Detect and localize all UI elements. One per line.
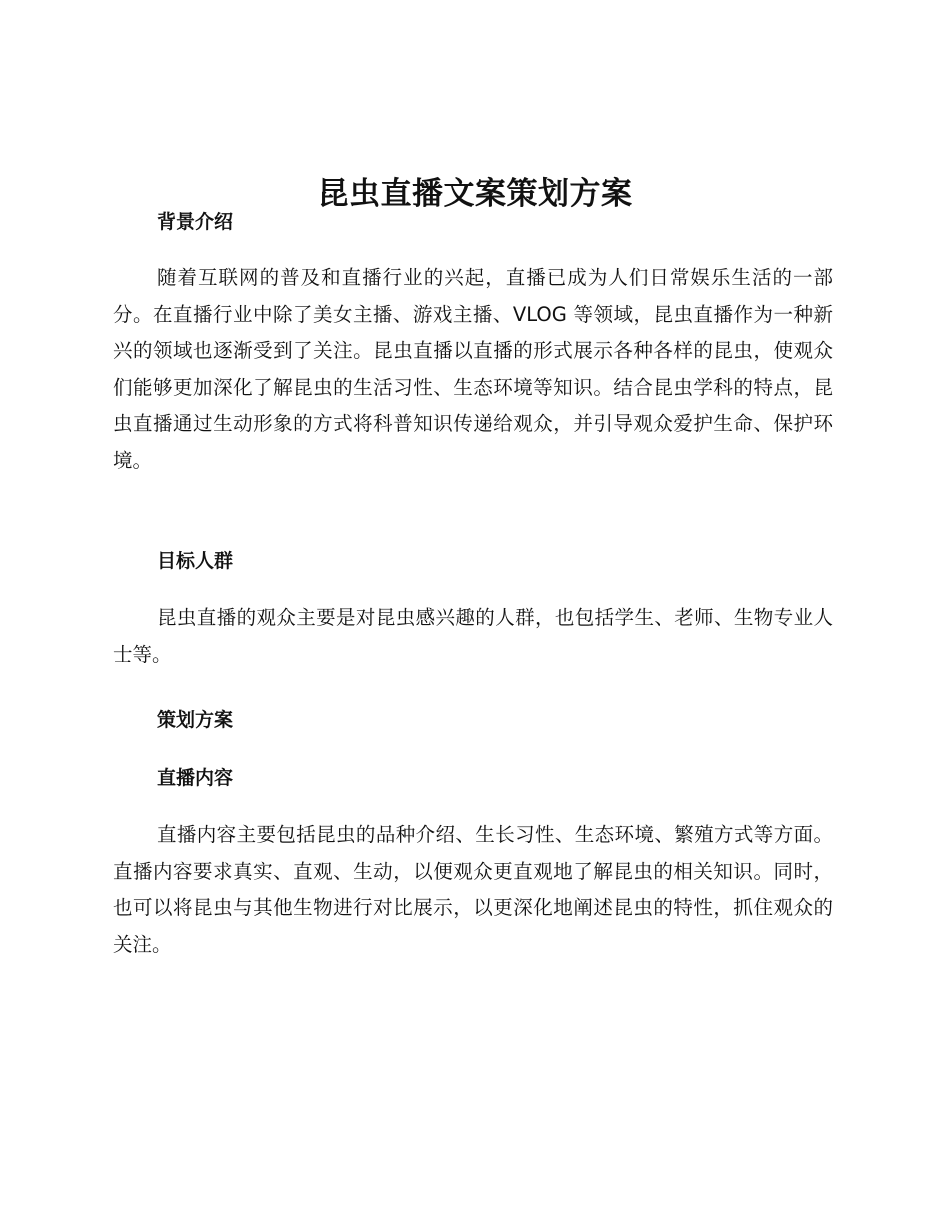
section-heading-live-content: 直播内容 xyxy=(157,767,234,789)
section-heading-target-audience: 目标人群 xyxy=(157,550,234,572)
section-paragraph-target-audience: 昆虫直播的观众主要是对昆虫感兴趣的人群，也包括学生、老师、生物专业人士等。 xyxy=(113,606,833,666)
document-title: 昆虫直播文案策划方案 xyxy=(317,175,633,212)
section-paragraph-background: 随着互联网的普及和直播行业的兴起，直播已成为人们日常娱乐生活的一部分。在直播行业中除了美女主播、游戏主播、VLOG 等领域，昆虫直播作为一种新兴的领域也逐渐受到了关注。昆虫直播以直播的形式展示各种各样的昆虫，使观众们能够更加深化了解昆虫的生活习性、生态环境等知识。结合昆虫学科的特点，昆虫直播通过生动形象的方式将科普知识传递给观众，并引导观众爱护生命、保护环境。 xyxy=(113,266,833,472)
section-heading-plan: 策划方案 xyxy=(157,709,234,731)
section-heading-background: 背景介绍 xyxy=(157,211,234,233)
section-paragraph-live-content: 直播内容主要包括昆虫的品种介绍、生长习性、生态环境、繁殖方式等方面。直播内容要求真实、直观、生动，以便观众更直观地了解昆虫的相关知识。同时，也可以将昆虫与其他生物进行对比展示，以更深化地阐述昆虫的特性，抓住观众的关注。 xyxy=(113,823,833,956)
